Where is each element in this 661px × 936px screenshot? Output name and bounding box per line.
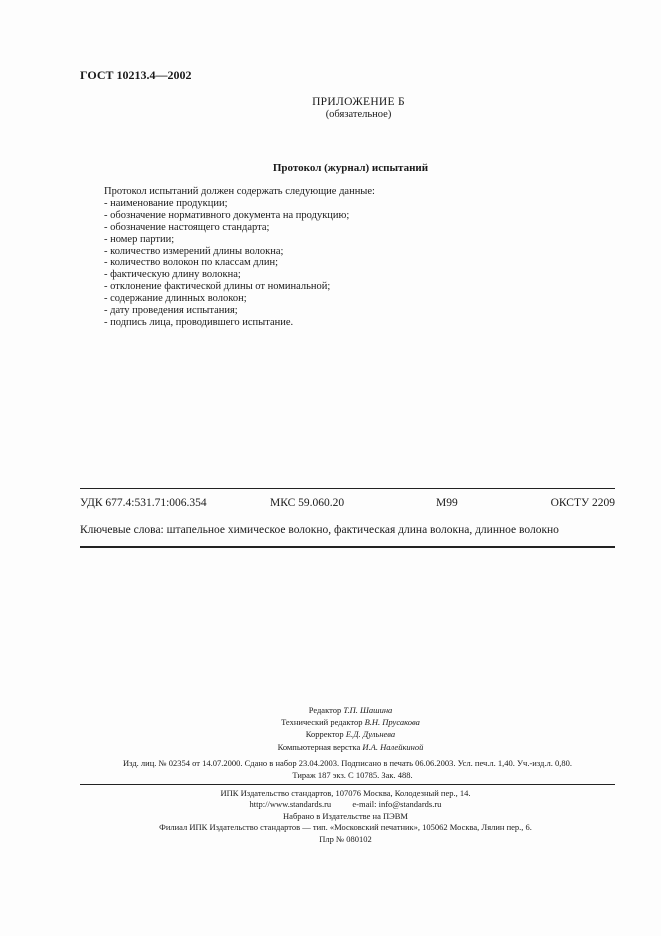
- list-item: - дату проведения испытания;: [104, 305, 238, 317]
- list-item: - наименование продукции;: [104, 197, 228, 209]
- protocol-title: Протокол (журнал) испытаний: [272, 162, 429, 174]
- list-item: - обозначение настоящего стандарта;: [104, 221, 270, 233]
- requirements-list: [104, 186, 375, 329]
- udk-code: УДК 677.4:531.71:006.354: [80, 497, 207, 509]
- divider-top: [80, 488, 615, 489]
- appendix-title: ПРИЛОЖЕНИЕ Б: [312, 96, 405, 108]
- publication-line-1: Изд. лиц. № 02354 от 14.07.2000. Сдано в набор 23.04.2003. Подписано в печать 06.06.2003. Усл. печ.л. 1,40. Уч.-изд.л. 0,80.: [123, 758, 572, 768]
- list-item: - обозначение нормативного документа на продукцию;: [104, 209, 350, 221]
- license-number: Плр № 080102: [319, 833, 372, 844]
- list-item: - подпись лица, проводившего испытание.: [104, 316, 294, 328]
- m-code: M99: [436, 497, 458, 509]
- divider-bottom: [80, 784, 615, 785]
- appendix-subtitle: (обязательное): [325, 109, 392, 120]
- okstu-code: ОКСТУ 2209: [550, 497, 615, 509]
- typeset-note: Набрано в Издательстве на ПЭВМ: [283, 810, 408, 821]
- editor-line: Редактор Т.П. Шашина: [308, 705, 393, 715]
- publisher-footer: [0, 788, 661, 845]
- tech-editor-line: Технический редактор В.Н. Прусакова: [281, 717, 420, 728]
- document-code: ГОСТ 10213.4—2002: [80, 68, 192, 82]
- publication-info: [80, 758, 615, 782]
- publisher-address: ИПК Издательство стандартов, 107076 Москва, Колодезный пер., 14.: [220, 788, 471, 798]
- appendix-heading: [0, 96, 661, 120]
- layout-line: Компьютерная верстка И.А. Налейкиной: [277, 741, 424, 752]
- list-item: - содержание длинных волокон;: [104, 293, 247, 305]
- publication-line-2: Тираж 187 экз. С 10785. Зак. 488.: [292, 769, 413, 780]
- imprint-block: [0, 704, 661, 753]
- list-item: - количество волокон по классам длин;: [104, 257, 279, 269]
- publisher-web: http://www.standards.ru e-mail: info@standards.ru: [249, 799, 442, 810]
- corrector-line: Корректор Е.Д. Дульнева: [305, 729, 396, 740]
- mks-code: МКС 59.060.20: [270, 497, 345, 509]
- list-item: - номер партии;: [104, 233, 175, 245]
- divider-middle: [80, 546, 615, 548]
- list-item: - фактическую длину волокна;: [104, 269, 241, 281]
- requirements-intro: Протокол испытаний должен содержать следующие данные:: [104, 186, 375, 197]
- list-item: - отклонение фактической длины от номинальной;: [104, 281, 331, 293]
- printer-address: Филиал ИПК Издательство стандартов — тип. «Московский печатник», 105062 Москва, Лялин пер., 6.: [159, 822, 532, 833]
- keywords: Ключевые слова: штапельное химическое волокно, фактическая длина волокна, длинное волокно: [80, 524, 559, 536]
- list-item: - количество измерений длины волокна;: [104, 245, 284, 257]
